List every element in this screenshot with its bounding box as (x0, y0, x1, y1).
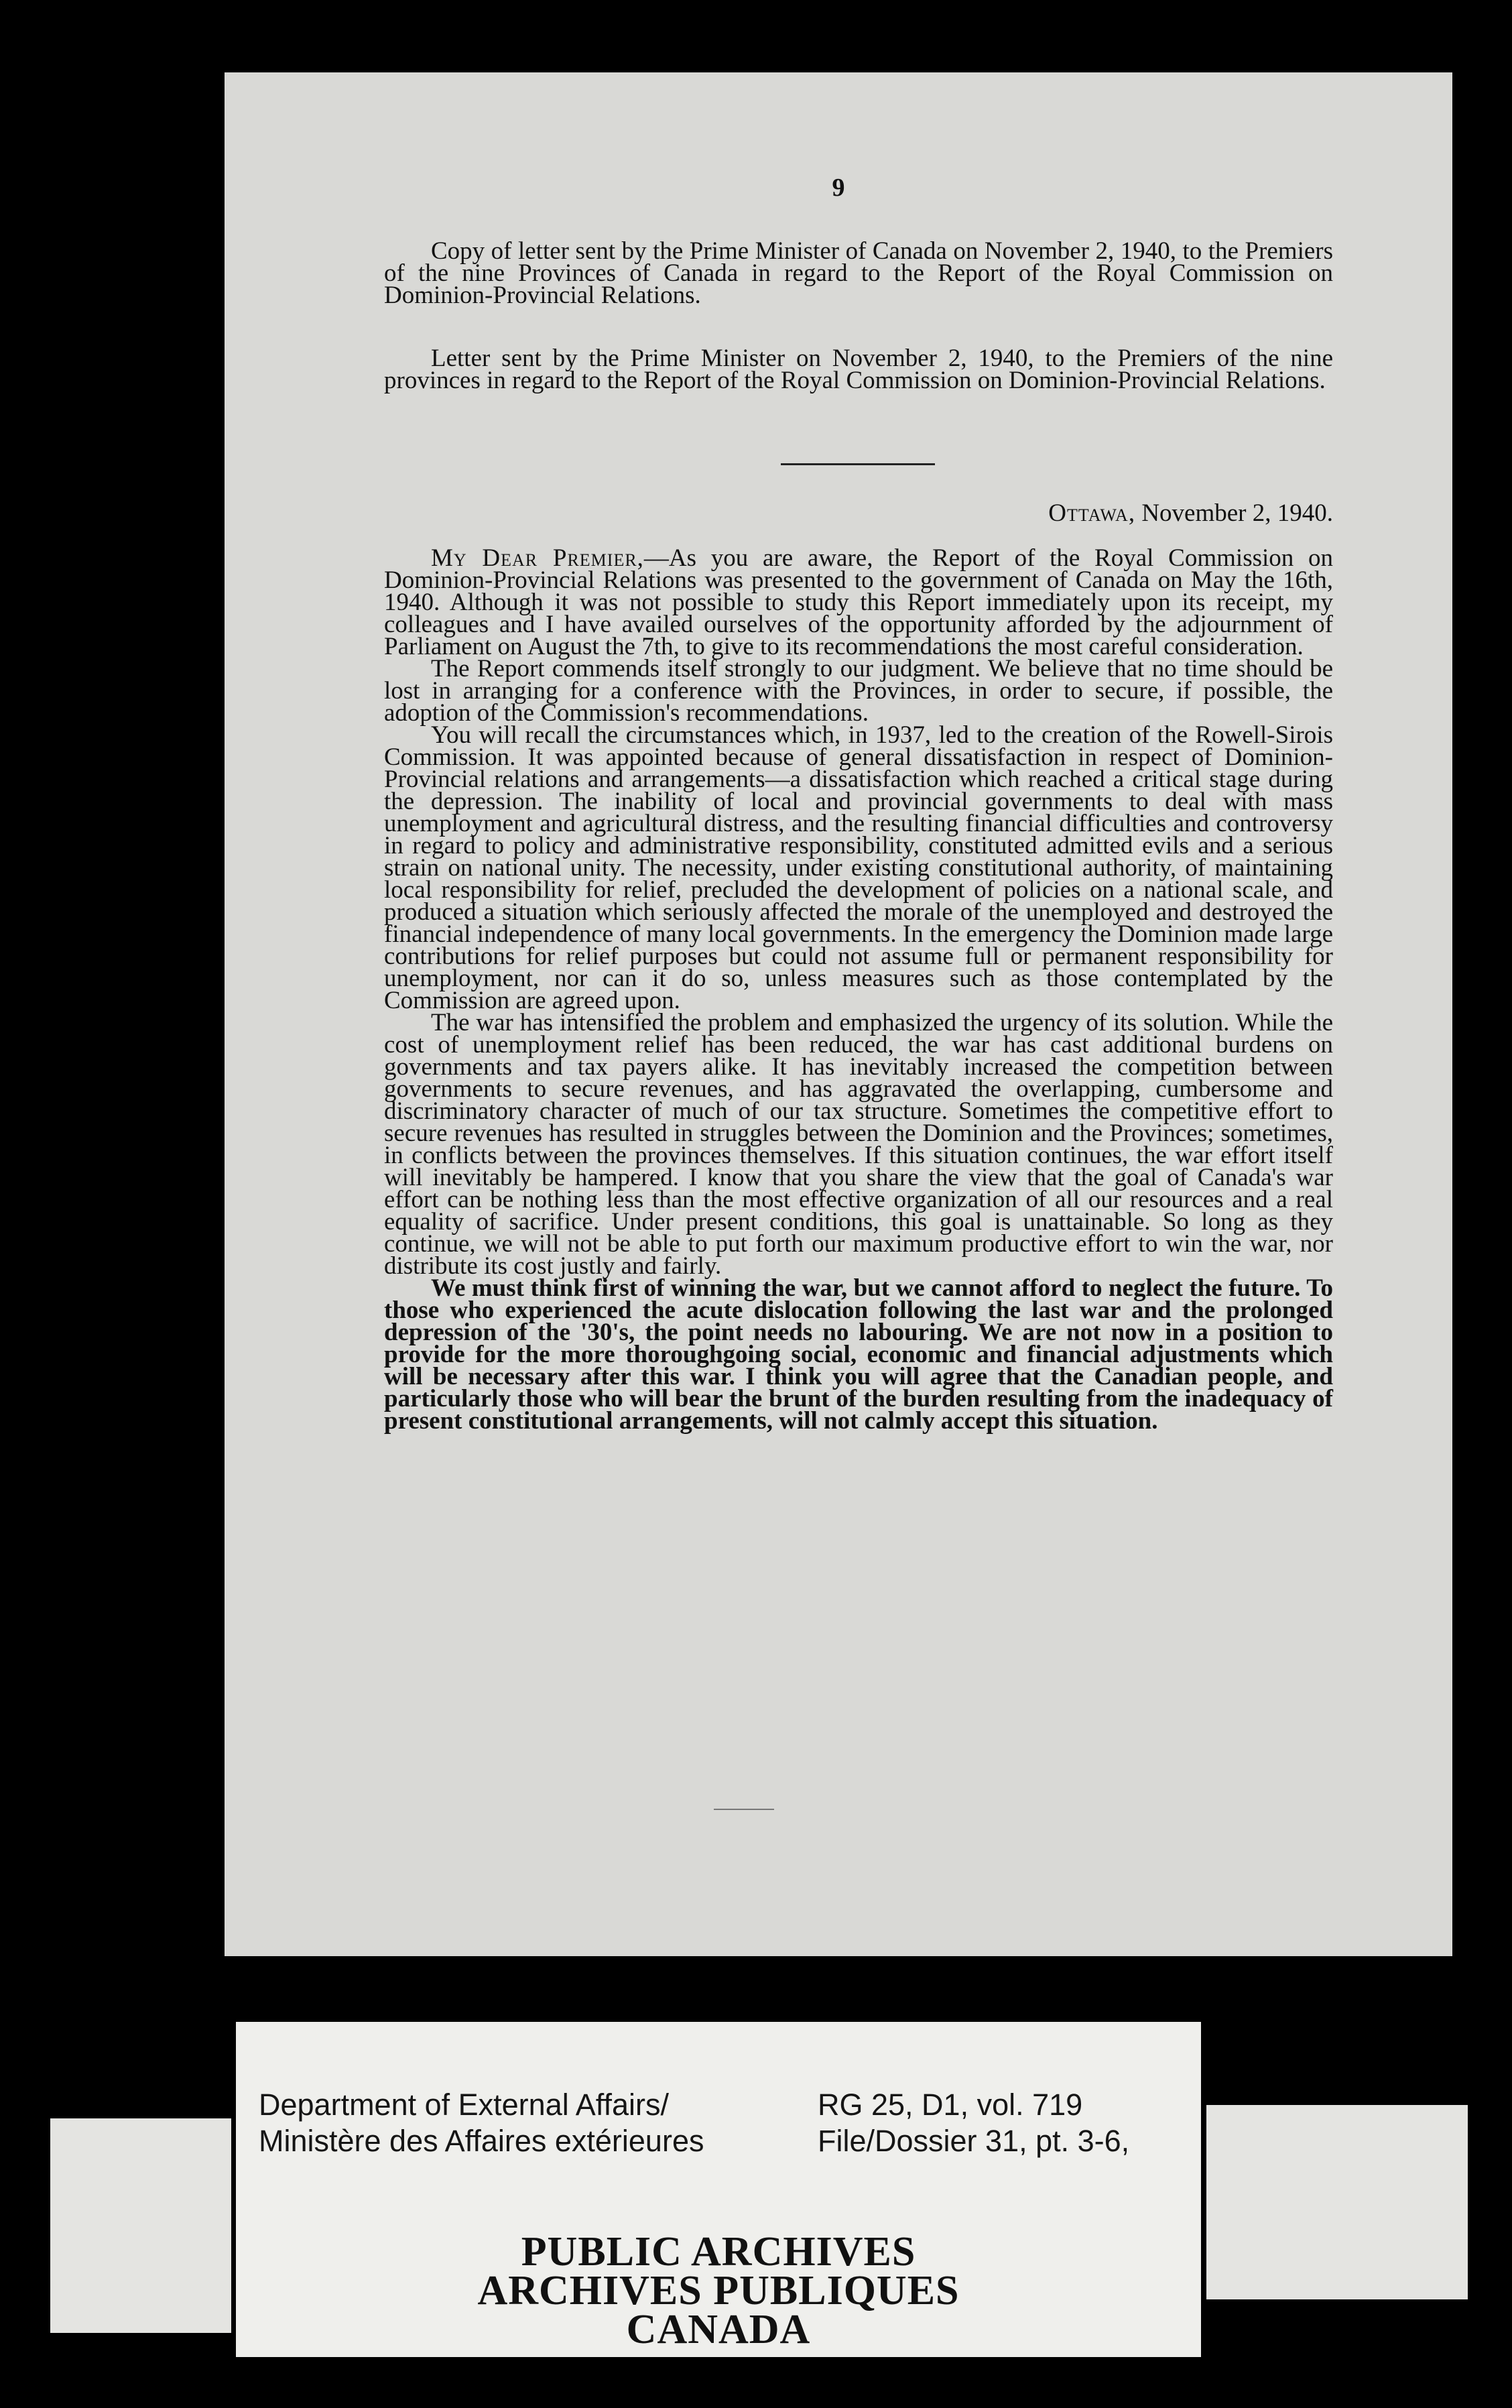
heading-copy-of-letter (384, 237, 1333, 309)
dateline (1048, 499, 1333, 528)
salutation: My Dear Premier, (431, 544, 644, 572)
separator-rule (781, 463, 935, 465)
ministere-text: Ministère des Affaires extérieures (259, 2124, 704, 2158)
stamp-line-3: CANADA (626, 2307, 811, 2352)
heading-letter-sent (384, 347, 1333, 392)
dateline-place: Ottawa, (1048, 499, 1136, 527)
record-group-text: RG 25, D1, vol. 719 (818, 2088, 1083, 2122)
letter-body (384, 544, 1334, 1435)
stamp-line-2: ARCHIVES PUBLIQUES (477, 2268, 960, 2313)
end-flourish (714, 1809, 774, 1810)
letter-paragraph-1 (384, 544, 1334, 660)
letter-paragraph-5: We must think first of winning the war, but we cannot afford to neglect the future. To those who experienced the acute dislocation following the last war and the prolonged depression of the '30's, the point needs no labouring. We are not now in a position to provide for the more thoroughgoing social, economic and financial adjustments which will be necessary after this war. I think you will agree that the Canadian people, and particularly those who will bear the brunt of the burden resulting from the inadequacy of present constitutional arrangements, will not calmly accept this situation. (384, 1274, 1333, 1435)
dateline-date: November 2, 1940. (1141, 499, 1333, 527)
document-page (225, 72, 1452, 1956)
letter-paragraph-4: The war has intensified the problem and emphasized the urgency of its solution. While the cost of unemployment relief has been reduced, the war has cast additional burdens on governments and tax payers alike. It has inevitably increased the competition between governments to secure revenues, and has aggravated the overlapping, cumbersome and discriminatory character of much of our tax structure. Sometimes the competitive effort to secure revenues has resulted in struggles between the Dominion and the Provinces; sometimes, in conflicts between the provinces themselves. If this situation continues, the war effort itself will inevitably be hampered. I know that you share the view that the goal of Canada's war effort can be nothing less than the most effective organization of all our resources and a real equality of sacrifice. Under present conditions, this goal is unattainable. So long as they continue, we will not be able to put forth our maximum productive effort to win the war, nor distribute its cost justly and fairly. (384, 1009, 1333, 1280)
heading-1-text: Copy of letter sent by the Prime Minister of Canada on November 2, 1940, to the Premiers of the nine Provinces of Canada in regard to the Report of the Royal Commission on Dominion-Provincial Relations. (384, 237, 1333, 309)
heading-2-text: Letter sent by the Prime Minister on November 2, 1940, to the Premiers of the nine provinces in regard to the Report of the Royal Commission on Dominion-Provincial Relations. (384, 345, 1333, 394)
archives-label (236, 2022, 1201, 2357)
file-dossier-text: File/Dossier 31, pt. 3-6, (818, 2124, 1130, 2158)
letter-paragraph-2: The Report commends itself strongly to our judgment. We believe that no time should be lost in arranging for a conference with the Provinces, in order to secure, if possible, the adoption of the Commission's recommendations. (384, 655, 1333, 727)
paragraph-1-text: —As you are aware, the Report of the Royal Commission on Dominion-Provincial Relations was presented to the government of Canada on May the 16th, 1940. Although it was not possible to study this Report immediately upon its receipt, my colleagues and I have availed ourselves of the opportunity afforded by the adjournment of Parliament on August the 7th, to give to its recommendations the most careful consideration. (384, 544, 1334, 660)
stamp-line-1: PUBLIC ARCHIVES (521, 2229, 916, 2275)
archives-stamp (236, 2229, 1201, 2352)
department-text: Department of External Affairs/ (259, 2088, 669, 2122)
backing-strip-left (50, 2118, 231, 2333)
letter-paragraph-3: You will recall the circumstances which, in 1937, led to the creation of the Rowell-Sirois Commission. It was appointed because of general dissatisfaction in respect of Dominion-Provincial relations and arrangements—a dissatisfaction which reached a critical stage during the depression. The inability of local and provincial governments to deal with mass unemployment and agricultural distress, and the resulting financial difficulties and controversy in regard to policy and administrative responsibility, constituted admitted evils and a serious strain on national unity. The necessity, under existing constitutional authority, of maintaining local responsibility for relief, precluded the development of policies on a national scale, and produced a situation which seriously affected the morale of the unemployed and destroyed the financial independence of many local governments. In the emergency the Dominion made large contributions for relief purposes but could not assume full or permanent responsibility for unemployment, nor can it do so, unless measures such as those contemplated by the Commission are agreed upon. (384, 721, 1333, 1014)
page-number: 9 (832, 174, 845, 202)
backing-strip-right (1206, 2105, 1468, 2299)
